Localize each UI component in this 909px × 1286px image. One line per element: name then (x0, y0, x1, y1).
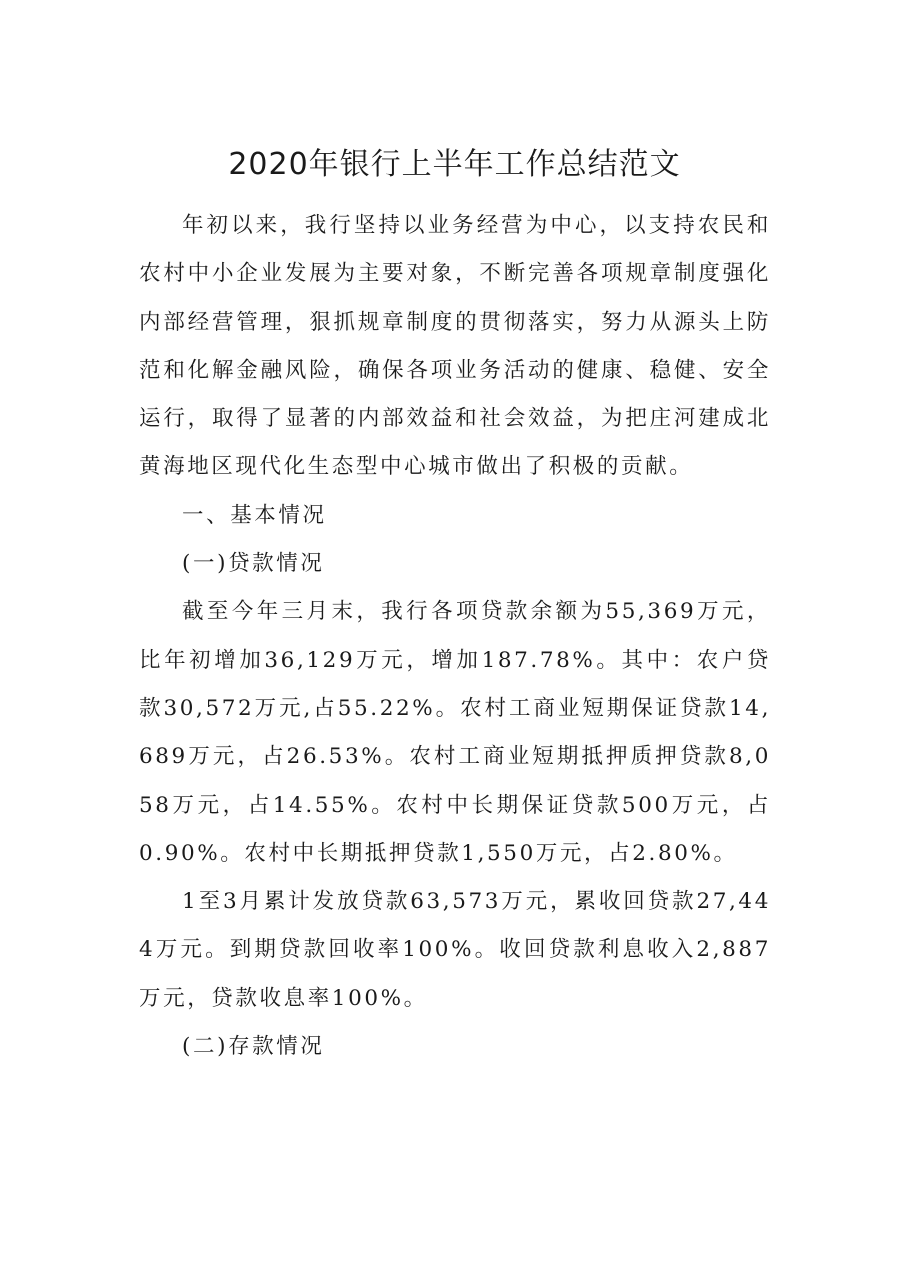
paragraph-loan-issuance: 1至3月累计发放贷款63,573万元，累收回贷款27,444万元。到期贷款回收率100%。收回贷款利息收入2,887万元，贷款收息率100%。 (139, 889, 771, 1011)
subsection-heading-loans: (一)贷款情况 (182, 551, 325, 577)
document-title: 2020年银行上半年工作总结范文 (228, 147, 681, 182)
section-heading-basic: 一、基本情况 (182, 502, 327, 528)
paragraph-intro: 年初以来，我行坚持以业务经营为中心，以支持农民和农村中小企业发展为主要对象，不断完善各项规章制度强化内部经营管理，狠抓规章制度的贯彻落实，努力从源头上防范和化解金融风险，确保各项业务活动的健康、稳健、安全运行，取得了显著的内部效益和社会效益，为把庄河建成北黄海地区现代化生态型中心城市做出了积极的贡献。 (139, 213, 771, 480)
document-body (139, 202, 771, 1071)
subsection-heading-deposits: (二)存款情况 (182, 1034, 325, 1060)
paragraph-loan-balance: 截至今年三月末，我行各项贷款余额为55,369万元，比年初增加36,129万元，增加187.78%。其中：农户贷款30,572万元,占55.22%。农村工商业短期保证贷款14,689万元，占26.53%。农村工商业短期抵押质押贷款8,058万元，占14.55%。农村中长期保证贷款500万元，占0.90%。农村中长期抵押贷款1,550万元，占2.80%。 (139, 599, 771, 866)
